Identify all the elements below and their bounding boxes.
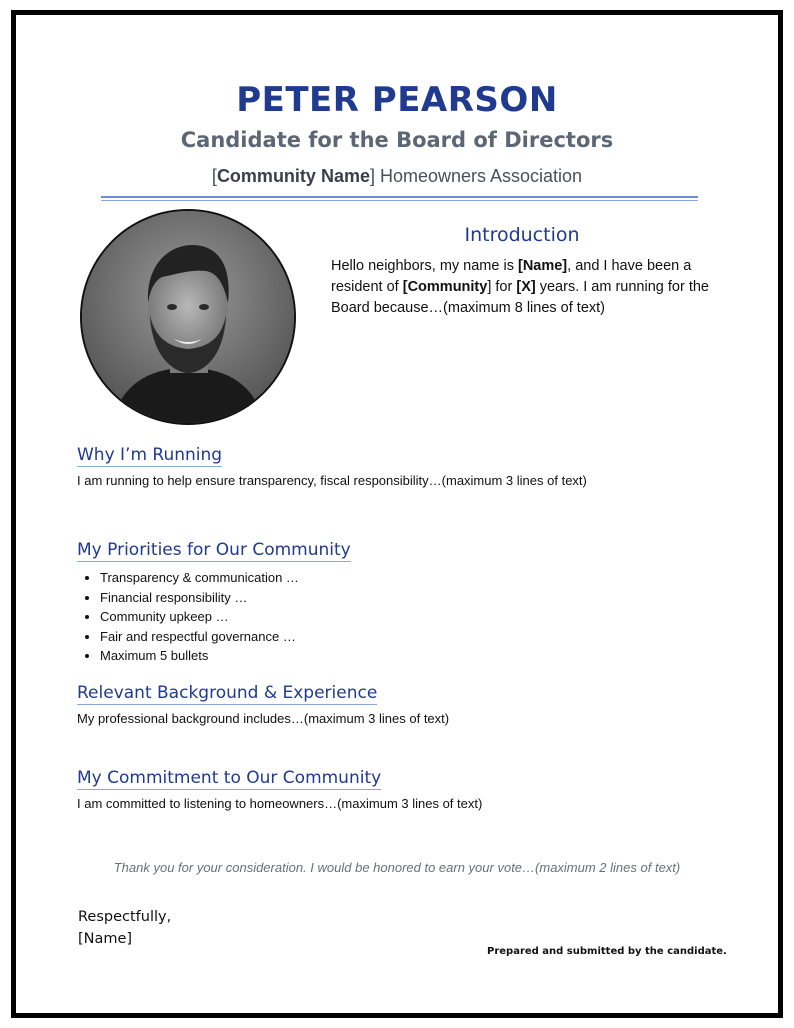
introduction-heading: Introduction [464, 224, 580, 246]
closing-salutation: Respectfully, [78, 909, 172, 925]
intro-text-part-3: ] for [487, 279, 517, 295]
priority-item: • Community upkeep … [100, 607, 299, 627]
priority-item: • Fair and respectful governance … [100, 627, 299, 647]
assoc-rest: ] Homeowners Association [369, 166, 583, 186]
community-name-placeholder: Community Name [216, 166, 370, 186]
intro-text-part-4: years. I am running for the Board because…(maximum 8 lines of text) [331, 279, 709, 316]
priority-item: • Transparency & communication … [100, 568, 299, 588]
priorities-list [80, 568, 299, 666]
header-divider [101, 196, 698, 198]
priority-item: • Financial responsibility … [100, 588, 299, 608]
commitment-text: I am committed to listening to homeowners…(maximum 3 lines of text) [77, 796, 483, 811]
signature-block [78, 906, 171, 950]
association-line [0, 166, 794, 187]
signature-name-placeholder: [Name] [78, 931, 133, 947]
why-running-heading: Why I’m Running [77, 445, 223, 465]
background-text: My professional background includes…(maximum 3 lines of text) [77, 711, 450, 726]
header-divider-secondary [101, 200, 698, 201]
years-placeholder: [X] [516, 279, 536, 295]
name-placeholder: [Name] [517, 258, 568, 274]
why-running-text: I am running to help ensure transparency, fiscal responsibility…(maximum 3 lines of text) [77, 473, 587, 488]
intro-text-part-2: , and I have been a resident of [331, 258, 692, 295]
candidate-subtitle: Candidate for the Board of Directors [180, 128, 614, 152]
assoc-bracket-open: [ [211, 166, 217, 186]
background-heading: Relevant Background & Experience [77, 683, 378, 703]
introduction-text [331, 256, 715, 319]
candidate-portrait-image [82, 211, 294, 423]
prepared-by-note: Prepared and submitted by the candidate. [487, 946, 727, 957]
candidate-photo [80, 209, 296, 425]
priority-item: • Maximum 5 bullets [100, 646, 299, 666]
community-placeholder: [Community [402, 279, 488, 295]
priorities-heading: My Priorities for Our Community [77, 540, 351, 560]
thank-you-note: Thank you for your consideration. I would be honored to earn your vote…(maximum 2 lines of text) [113, 860, 681, 875]
candidate-name: PETER PEARSON [236, 80, 558, 120]
commitment-heading: My Commitment to Our Community [77, 768, 382, 788]
intro-text-part-1: Hello neighbors, my name is [331, 258, 518, 274]
